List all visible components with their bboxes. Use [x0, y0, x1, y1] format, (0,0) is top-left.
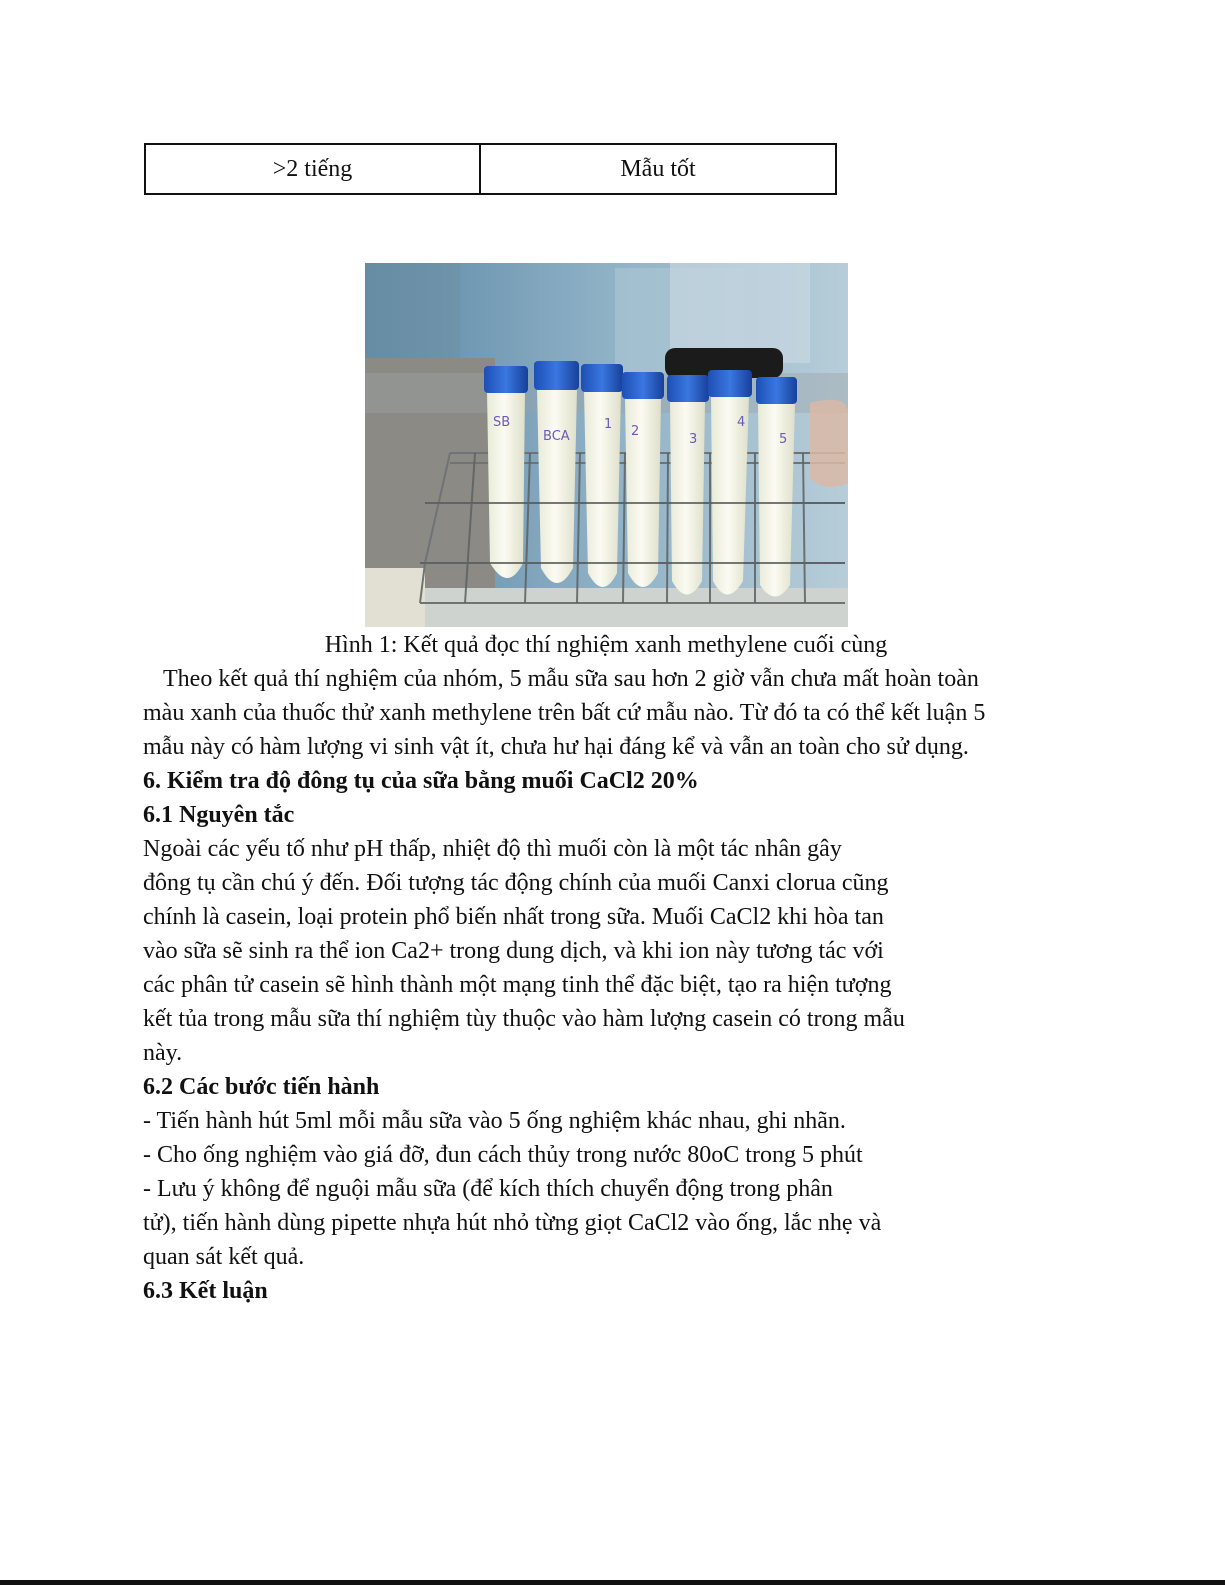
table-cell-result: Mẫu tốt — [480, 144, 836, 194]
subsection-heading: 6.3 Kết luận — [143, 1278, 268, 1304]
subsection-heading: 6.2 Các bước tiến hành — [143, 1074, 380, 1100]
paragraph-line: đông tụ cần chú ý đến. Đối tượng tác động chính của muối Canxi clorua cũng — [143, 870, 889, 896]
paragraph-line: Theo kết quả thí nghiệm của nhóm, 5 mẫu sữa sau hơn 2 giờ vẫn chưa mất hoàn toàn — [163, 666, 979, 692]
list-item: tử), tiến hành dùng pipette nhựa hút nhỏ từng giọt CaCl2 vào ống, lắc nhẹ và — [143, 1210, 882, 1236]
result-table — [144, 143, 837, 195]
paragraph-line: này. — [143, 1040, 183, 1066]
page-divider — [0, 1580, 1225, 1585]
tube-label: 3 — [689, 432, 698, 447]
tube-label: SB — [493, 415, 511, 430]
paragraph-line: mẫu này có hàm lượng vi sinh vật ít, chưa hư hại đáng kể và vẫn an toàn cho sử dụng. — [143, 734, 969, 760]
tube-label: BCA — [543, 429, 570, 444]
list-item: - Lưu ý không để nguội mẫu sữa (để kích thích chuyển động trong phân — [143, 1176, 833, 1202]
paragraph-line: chính là casein, loại protein phổ biến nhất trong sữa. Muối CaCl2 khi hòa tan — [143, 904, 884, 930]
table-row — [145, 144, 836, 194]
list-item: - Tiến hành hút 5ml mỗi mẫu sữa vào 5 ống nghiệm khác nhau, ghi nhãn. — [143, 1108, 846, 1134]
table-cell-time: >2 tiếng — [145, 144, 480, 194]
list-item: - Cho ống nghiệm vào giá đỡ, đun cách thủy trong nước 80oC trong 5 phút — [143, 1142, 863, 1168]
paragraph-line: các phân tử casein sẽ hình thành một mạng tinh thể đặc biệt, tạo ra hiện tượng — [143, 972, 892, 998]
tube-label: 5 — [779, 432, 788, 447]
paragraph-line: Ngoài các yếu tố như pH thấp, nhiệt độ thì muối còn là một tác nhân gây — [143, 836, 842, 862]
tube-label: 1 — [604, 417, 613, 432]
paragraph-line: màu xanh của thuốc thử xanh methylene trên bất cứ mẫu nào. Từ đó ta có thể kết luận 5 — [143, 700, 986, 726]
subsection-heading: 6.1 Nguyên tắc — [143, 802, 295, 828]
paragraph-line: vào sữa sẽ sinh ra thể ion Ca2+ trong dung dịch, và khi ion này tương tác với — [143, 938, 884, 964]
paragraph-line: kết tủa trong mẫu sữa thí nghiệm tùy thuộc vào hàm lượng casein có trong mẫu — [143, 1006, 905, 1032]
section-heading: 6. Kiểm tra độ đông tụ của sữa bằng muối CaCl2 20% — [143, 768, 699, 794]
list-item: quan sát kết quả. — [143, 1244, 305, 1270]
tube-label: 4 — [737, 415, 746, 430]
figure-test-tubes-photo — [365, 263, 848, 627]
tube-label: 2 — [631, 424, 640, 439]
figure-caption: Hình 1: Kết quả đọc thí nghiệm xanh methylene cuối cùng — [324, 632, 888, 658]
